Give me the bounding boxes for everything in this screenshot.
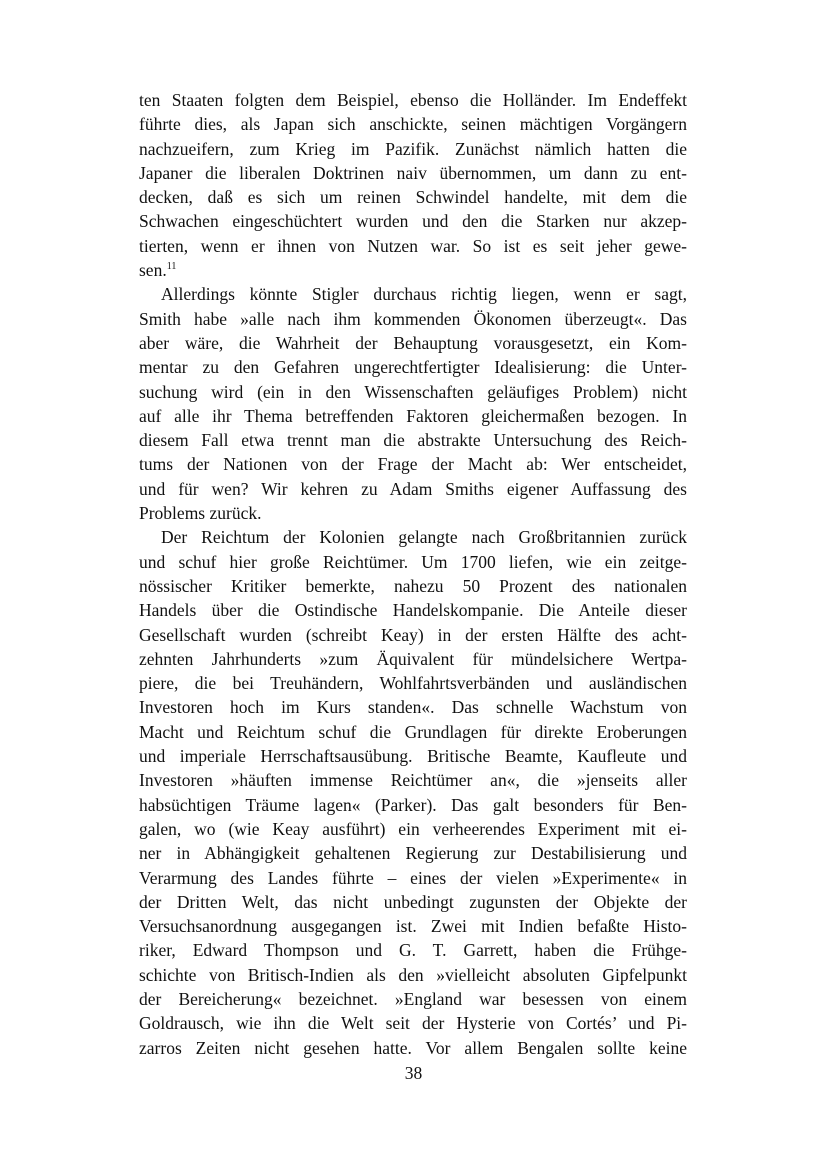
text-line: habsüchtigen Träume lagen« (Parker). Das galt besonders für Ben-	[139, 794, 687, 815]
text-line: und für wen? Wir kehren zu Adam Smiths eigener Auffassung des	[139, 478, 687, 499]
text-line: mentar zu den Gefahren ungerechtfertigter Idealisierung: die Unter-	[139, 357, 687, 378]
text-line: Der Reichtum der Kolonien gelangte nach Großbritannien zurück	[161, 527, 687, 548]
paragraph	[139, 88, 687, 282]
text-line: piere, die bei Treuhändern, Wohlfahrtsverbänden und ausländischen	[139, 673, 687, 694]
text-line: zehnten Jahrhunderts »zum Äquivalent für mündelsichere Wertpa-	[139, 648, 687, 669]
text-line: suchung wird (ein in den Wissenschaften geläufiges Problem) nicht	[139, 381, 687, 402]
text-line: Gesellschaft wurden (schreibt Keay) in der ersten Hälfte des acht-	[139, 624, 687, 645]
text-line: Handels über die Ostindische Handelskompanie. Die Anteile dieser	[139, 600, 687, 621]
text-line: diesem Fall etwa trennt man die abstrakte Untersuchung des Reich-	[139, 430, 687, 451]
text-line: Schwachen eingeschüchtert wurden und den die Starken nur akzep-	[139, 211, 687, 232]
text-line: der Bereicherung« bezeichnet. »England war besessen von einem	[139, 988, 687, 1009]
text-line: ten Staaten folgten dem Beispiel, ebenso die Holländer. Im Endeffekt	[139, 90, 687, 110]
text-line: nachzueifern, zum Krieg im Pazifik. Zunächst nämlich hatten die	[139, 138, 687, 159]
text-line: der Dritten Welt, das nicht unbedingt zugunsten der Objekte der	[139, 891, 687, 912]
body-text	[139, 88, 687, 1060]
text-line: Investoren hoch im Kurs standen«. Das schnelle Wachstum von	[139, 697, 687, 718]
text-line: Allerdings könnte Stigler durchaus richtig liegen, wenn er sagt,	[161, 284, 687, 305]
text-line: Japaner die liberalen Doktrinen naiv übernommen, um dann zu ent-	[139, 162, 687, 183]
text-line: Verarmung des Landes führte – eines der vielen »Experimente« in	[139, 867, 687, 888]
text-line: galen, wo (wie Keay ausführt) ein verheerendes Experiment mit ei-	[139, 818, 687, 839]
text-line: führte dies, als Japan sich anschickte, seinen mächtigen Vorgängern	[139, 114, 687, 135]
text-line: Versuchsanordnung ausgegangen ist. Zwei mit Indien befaßte Histo-	[139, 916, 687, 937]
text-line: tums der Nationen von der Frage der Macht ab: Wer entscheidet,	[139, 454, 687, 475]
text-line: Smith habe »alle nach ihm kommenden Ökonomen überzeugt«. Das	[139, 308, 687, 329]
text-line: schichte von Britisch-Indien als den »vielleicht absoluten Gipfelpunkt	[139, 964, 687, 985]
text-line: und schuf hier große Reichtümer. Um 1700 liefen, wie ein zeitge-	[139, 551, 687, 572]
text-line: riker, Edward Thompson und G. T. Garrett, haben die Frühge-	[139, 940, 687, 961]
text-line: aber wäre, die Wahrheit der Behauptung vorausgesetzt, ein Kom-	[139, 332, 687, 353]
page-number: 38	[404, 1063, 423, 1083]
text-line: Macht und Reichtum schuf die Grundlagen für direkte Eroberungen	[139, 721, 687, 742]
text-line: decken, daß es sich um reinen Schwindel handelte, mit dem die	[139, 187, 687, 208]
text-line: und imperiale Herrschaftsausübung. Britische Beamte, Kaufleute und	[139, 746, 687, 767]
text-line	[139, 258, 687, 282]
text-line: Problems zurück.	[139, 503, 262, 524]
text-line: Investoren »häuften immense Reichtümer an«, die »jenseits aller	[139, 770, 687, 791]
text-line: ner in Abhängigkeit gehaltenen Regierung zur Destabilisierung und	[139, 843, 687, 864]
footnote-marker[interactable]: 11	[166, 261, 177, 273]
text-line: nössischer Kritiker bemerkte, nahezu 50 Prozent des nationalen	[139, 575, 687, 596]
text-line: auf alle ihr Thema betreffenden Faktoren gleichermaßen bezogen. In	[139, 405, 687, 426]
text-line: tierten, wenn er ihnen von Nutzen war. So ist es seit jeher gewe-	[139, 235, 687, 256]
paragraph	[139, 525, 687, 1060]
text-line: zarros Zeiten nicht gesehen hatte. Vor allem Bengalen sollte keine	[139, 1037, 687, 1058]
paragraph	[139, 282, 687, 525]
text-line: Goldrausch, wie ihn die Welt seit der Hysterie von Cortés’ und Pi-	[139, 1013, 687, 1034]
text-line-content: sen.	[139, 260, 167, 281]
